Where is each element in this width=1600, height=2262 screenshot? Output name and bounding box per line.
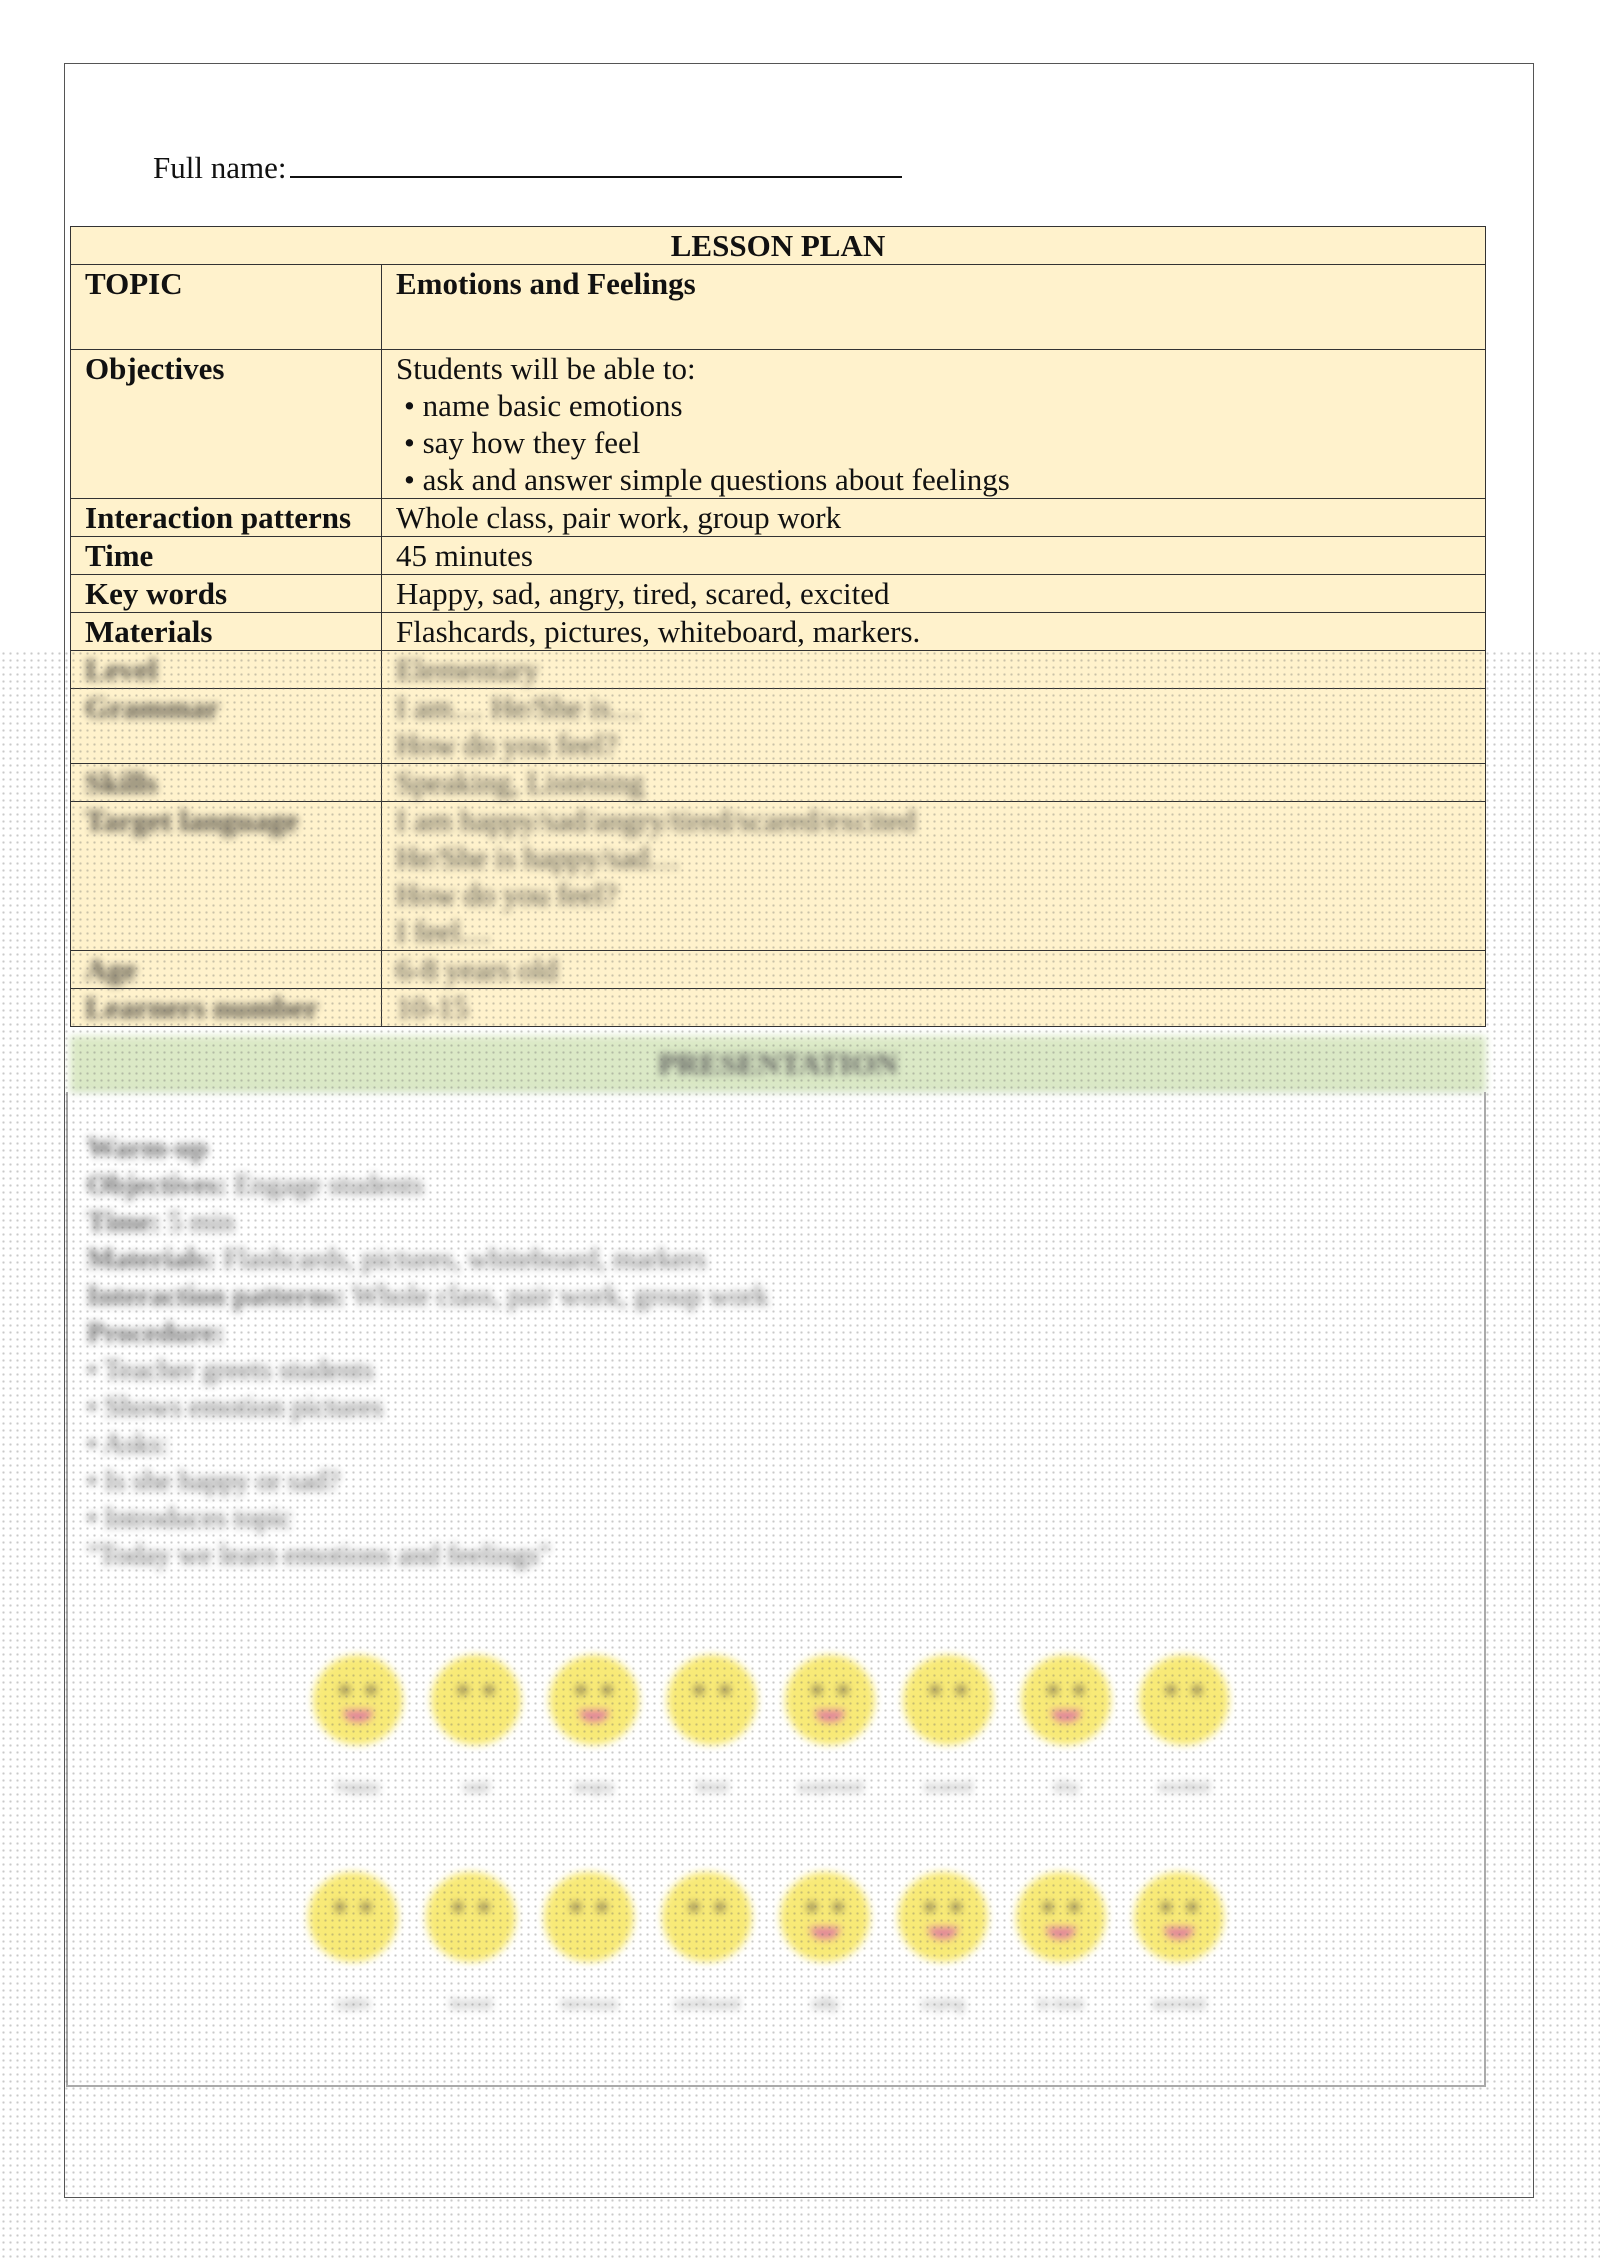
emoji-item: happy <box>310 1655 406 1797</box>
emoji-face-icon <box>308 1872 398 1962</box>
row-value-line: How do you feel? <box>396 727 618 762</box>
procedure-item: • Is she happy or sad? <box>87 1465 340 1497</box>
emoji-item: crying <box>895 1872 991 2014</box>
table-row <box>71 689 1486 764</box>
row-value-line: How do you feel? <box>396 877 618 912</box>
row-label: Grammar <box>71 689 382 764</box>
time-value: 5 min <box>167 1206 235 1238</box>
emoji-item: angry <box>546 1655 642 1797</box>
emoji-item: shy <box>1018 1655 1114 1797</box>
row-label: Age <box>71 951 382 989</box>
emoji-face-icon <box>1139 1655 1229 1745</box>
row-value <box>382 802 1486 951</box>
row-value-line: I am… He/She is… <box>396 690 642 725</box>
presentation-header: PRESENTATION <box>70 1036 1486 1092</box>
materials-label: Materials: <box>87 1243 216 1275</box>
row-value: Flashcards, pictures, whiteboard, markers. <box>382 613 1486 651</box>
emoji-item: sad <box>428 1655 524 1797</box>
table-row <box>71 265 1486 350</box>
procedure-item: • Asks: <box>87 1428 169 1460</box>
row-label: Materials <box>71 613 382 651</box>
emoji-item: nervous <box>541 1872 637 2014</box>
row-label: Key words <box>71 575 382 613</box>
emoji-item: confused <box>659 1872 755 2014</box>
lesson-plan-table <box>70 226 1486 1027</box>
interaction-value: Whole class, pair work, group work <box>352 1280 769 1312</box>
row-value-line: I feel… <box>396 914 492 949</box>
emoji-face-icon <box>1134 1872 1224 1962</box>
emoji-face-icon <box>549 1655 639 1745</box>
row-value-line: He/She is happy/sad… <box>396 840 681 875</box>
table-row <box>71 802 1486 951</box>
procedure-label: Procedure: <box>87 1317 225 1349</box>
emoji-row-2 <box>305 1872 1227 2014</box>
procedure-item: "Today we learn emotions and feelings" <box>87 1539 551 1571</box>
table-row <box>71 764 1486 802</box>
row-value: Elementary <box>382 651 1486 689</box>
row-label: Learners number <box>71 989 382 1027</box>
emoji-item: excited <box>1136 1655 1232 1797</box>
objectives-intro: Students will be able to: <box>396 351 696 386</box>
list-item: • ask and answer simple questions about feelings <box>396 461 1471 498</box>
emoji-item: in love <box>1013 1872 1109 2014</box>
row-value: Speaking, Listening <box>382 764 1486 802</box>
emoji-face-icon <box>898 1872 988 1962</box>
objectives-value <box>382 350 1486 499</box>
topic-label: TOPIC <box>71 265 382 350</box>
list-item: • name basic emotions <box>396 387 1471 424</box>
row-value: 6-8 years old <box>382 951 1486 989</box>
row-label: Skills <box>71 764 382 802</box>
procedure-item: • Shows emotion pictures <box>87 1391 384 1423</box>
emoji-face-icon <box>662 1872 752 1962</box>
fullname-field <box>153 150 902 186</box>
table-row <box>71 499 1486 537</box>
row-label: Target language <box>71 802 382 951</box>
emoji-row-1 <box>310 1655 1232 1797</box>
row-value: Whole class, pair work, group work <box>382 499 1486 537</box>
emoji-item: calm <box>305 1872 401 2014</box>
warmup-title: Warm-up <box>87 1132 208 1164</box>
emoji-face-icon <box>667 1655 757 1745</box>
table-row <box>71 350 1486 499</box>
table-row <box>71 575 1486 613</box>
emoji-item: scared <box>900 1655 996 1797</box>
emoji-face-icon <box>426 1872 516 1962</box>
emoji-face-icon <box>780 1872 870 1962</box>
objectives-label: Objectives: <box>87 1169 228 1201</box>
table-row <box>71 651 1486 689</box>
row-value-line: I am happy/sad/angry/tired/scared/excited <box>396 803 916 838</box>
objectives-label: Objectives <box>71 350 382 499</box>
row-label: Interaction patterns <box>71 499 382 537</box>
row-value: 10-15 <box>382 989 1486 1027</box>
emoji-face-icon <box>1016 1872 1106 1962</box>
emoji-face-icon <box>544 1872 634 1962</box>
procedure-item: • Teacher greets students <box>87 1354 375 1386</box>
emoji-item: silly <box>777 1872 873 2014</box>
list-item: • say how they feel <box>396 424 1471 461</box>
table-row <box>71 537 1486 575</box>
fullname-line[interactable] <box>290 150 902 178</box>
table-row <box>71 613 1486 651</box>
emoji-face-icon <box>785 1655 875 1745</box>
row-label: Level <box>71 651 382 689</box>
objectives-list <box>396 387 1471 498</box>
lesson-plan-title: LESSON PLAN <box>71 227 1486 265</box>
emoji-item: surprised <box>782 1655 878 1797</box>
objectives-value: Engage students <box>234 1169 424 1201</box>
row-label: Time <box>71 537 382 575</box>
emoji-item: bored <box>423 1872 519 2014</box>
row-value: 45 minutes <box>382 537 1486 575</box>
row-value: Happy, sad, angry, tired, scared, excited <box>382 575 1486 613</box>
topic-value: Emotions and Feelings <box>382 265 1486 350</box>
materials-value: Flashcards, pictures, whiteboard, markers <box>223 1243 707 1275</box>
row-value <box>382 689 1486 764</box>
emoji-face-icon <box>903 1655 993 1745</box>
emoji-item: worried <box>1131 1872 1227 2014</box>
emoji-item: tired <box>664 1655 760 1797</box>
table-row <box>71 989 1486 1027</box>
procedure-item: • Introduces topic <box>87 1502 293 1534</box>
interaction-label: Interaction patterns: <box>87 1280 346 1312</box>
time-label: Time: <box>87 1206 161 1238</box>
emoji-face-icon <box>431 1655 521 1745</box>
emoji-face-icon <box>1021 1655 1111 1745</box>
warmup-section <box>87 1130 769 1574</box>
table-row <box>71 951 1486 989</box>
fullname-label: Full name: <box>153 150 287 185</box>
emoji-face-icon <box>313 1655 403 1745</box>
